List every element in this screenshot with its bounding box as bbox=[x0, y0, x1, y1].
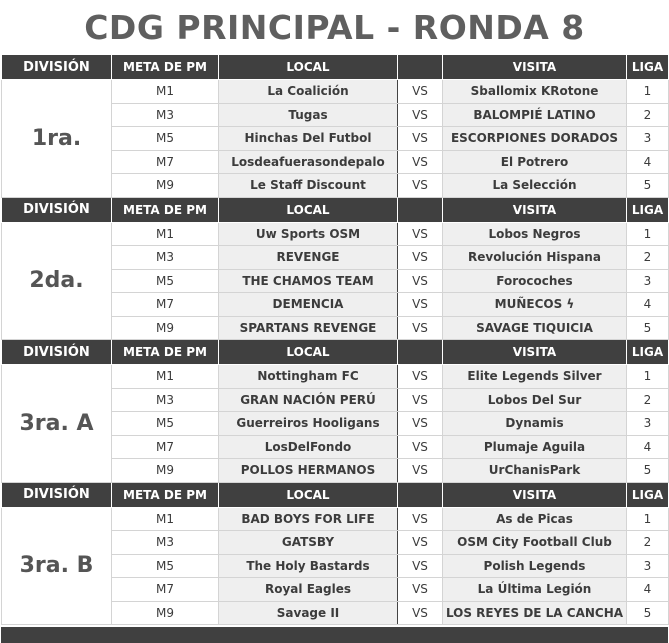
division-name: 3ra. B bbox=[2, 507, 112, 625]
league-number: 5 bbox=[627, 174, 669, 198]
match-row bbox=[2, 80, 669, 104]
visiting-team: Lobos Del Sur bbox=[443, 388, 627, 412]
match-meta: M1 bbox=[112, 507, 219, 531]
header-division: DIVISIÓN bbox=[2, 482, 112, 507]
header-liga: LIGA bbox=[627, 55, 669, 80]
vs-label: VS bbox=[398, 80, 443, 104]
header-visita: VISITA bbox=[443, 340, 627, 365]
header-liga: LIGA bbox=[627, 197, 669, 222]
league-number: 3 bbox=[627, 269, 669, 293]
match-row bbox=[2, 222, 669, 246]
header-liga: LIGA bbox=[627, 482, 669, 507]
local-team: Hinchas Del Futbol bbox=[219, 127, 398, 151]
match-meta: M1 bbox=[112, 365, 219, 389]
local-team: BAD BOYS FOR LIFE bbox=[219, 507, 398, 531]
vs-label: VS bbox=[398, 293, 443, 317]
visiting-team: Forocoches bbox=[443, 269, 627, 293]
vs-label: VS bbox=[398, 174, 443, 198]
header-local: LOCAL bbox=[219, 55, 398, 80]
vs-label: VS bbox=[398, 150, 443, 174]
header-row bbox=[2, 340, 669, 365]
division-name: 1ra. bbox=[2, 80, 112, 198]
visiting-team: Sballomix KRotone bbox=[443, 80, 627, 104]
match-meta: M5 bbox=[112, 269, 219, 293]
league-number: 3 bbox=[627, 412, 669, 436]
local-team: Tugas bbox=[219, 103, 398, 127]
local-team: LosDelFondo bbox=[219, 435, 398, 459]
match-meta: M7 bbox=[112, 435, 219, 459]
match-meta: M5 bbox=[112, 554, 219, 578]
local-team: Guerreiros Hooligans bbox=[219, 412, 398, 436]
vs-label: VS bbox=[398, 365, 443, 389]
league-number: 2 bbox=[627, 531, 669, 555]
visiting-team: OSM City Football Club bbox=[443, 531, 627, 555]
header-row bbox=[2, 197, 669, 222]
visiting-team: Lobos Negros bbox=[443, 222, 627, 246]
visiting-team: MUÑECOS ϟ bbox=[443, 293, 627, 317]
vs-label: VS bbox=[398, 246, 443, 270]
division-name: 2da. bbox=[2, 222, 112, 340]
league-number: 4 bbox=[627, 150, 669, 174]
header-division: DIVISIÓN bbox=[2, 197, 112, 222]
header-row bbox=[2, 55, 669, 80]
league-number: 3 bbox=[627, 127, 669, 151]
header-local: LOCAL bbox=[219, 482, 398, 507]
match-meta: M3 bbox=[112, 388, 219, 412]
visiting-team: Polish Legends bbox=[443, 554, 627, 578]
vs-label: VS bbox=[398, 435, 443, 459]
visiting-team: Revolución Hispana bbox=[443, 246, 627, 270]
local-team: GRAN NACIÓN PERÚ bbox=[219, 388, 398, 412]
local-team: La Coalición bbox=[219, 80, 398, 104]
vs-label: VS bbox=[398, 127, 443, 151]
vs-label: VS bbox=[398, 459, 443, 483]
vs-label: VS bbox=[398, 103, 443, 127]
visiting-team: As de Picas bbox=[443, 507, 627, 531]
header-meta: META DE PM bbox=[112, 55, 219, 80]
match-meta: M5 bbox=[112, 412, 219, 436]
match-meta: M9 bbox=[112, 601, 219, 625]
match-meta: M1 bbox=[112, 222, 219, 246]
vs-label: VS bbox=[398, 554, 443, 578]
league-number: 1 bbox=[627, 507, 669, 531]
header-local: LOCAL bbox=[219, 197, 398, 222]
match-meta: M7 bbox=[112, 150, 219, 174]
footer-bar bbox=[1, 627, 668, 643]
visiting-team: La Selección bbox=[443, 174, 627, 198]
match-meta: M1 bbox=[112, 80, 219, 104]
header-division: DIVISIÓN bbox=[2, 55, 112, 80]
local-team: POLLOS HERMANOS bbox=[219, 459, 398, 483]
visiting-team: LOS REYES DE LA CANCHA bbox=[443, 601, 627, 625]
match-row bbox=[2, 365, 669, 389]
local-team: REVENGE bbox=[219, 246, 398, 270]
header-visita: VISITA bbox=[443, 55, 627, 80]
local-team: Le Staff Discount bbox=[219, 174, 398, 198]
header-division: DIVISIÓN bbox=[2, 340, 112, 365]
league-number: 5 bbox=[627, 316, 669, 340]
league-number: 1 bbox=[627, 365, 669, 389]
league-number: 2 bbox=[627, 103, 669, 127]
league-number: 5 bbox=[627, 459, 669, 483]
visiting-team: La Última Legión bbox=[443, 578, 627, 602]
visiting-team: Dynamis bbox=[443, 412, 627, 436]
division-name: 3ra. A bbox=[2, 365, 112, 483]
vs-label: VS bbox=[398, 222, 443, 246]
visiting-team: BALOMPIÉ LATINO bbox=[443, 103, 627, 127]
match-meta: M5 bbox=[112, 127, 219, 151]
match-meta: M3 bbox=[112, 531, 219, 555]
match-meta: M9 bbox=[112, 174, 219, 198]
match-row bbox=[2, 507, 669, 531]
fixtures-table bbox=[1, 54, 669, 625]
league-number: 3 bbox=[627, 554, 669, 578]
header-vs bbox=[398, 197, 443, 222]
header-vs bbox=[398, 482, 443, 507]
header-visita: VISITA bbox=[443, 482, 627, 507]
visiting-team: ESCORPIONES DORADOS bbox=[443, 127, 627, 151]
header-meta: META DE PM bbox=[112, 197, 219, 222]
header-vs bbox=[398, 340, 443, 365]
vs-label: VS bbox=[398, 316, 443, 340]
local-team: Royal Eagles bbox=[219, 578, 398, 602]
local-team: Savage II bbox=[219, 601, 398, 625]
visiting-team: El Potrero bbox=[443, 150, 627, 174]
league-number: 4 bbox=[627, 435, 669, 459]
page-title: CDG PRINCIPAL - RONDA 8 bbox=[84, 7, 585, 47]
local-team: DEMENCIA bbox=[219, 293, 398, 317]
header-vs bbox=[398, 55, 443, 80]
match-meta: M7 bbox=[112, 293, 219, 317]
league-number: 4 bbox=[627, 578, 669, 602]
visiting-team: SAVAGE TIQUICIA bbox=[443, 316, 627, 340]
vs-label: VS bbox=[398, 412, 443, 436]
vs-label: VS bbox=[398, 578, 443, 602]
local-team: Uw Sports OSM bbox=[219, 222, 398, 246]
local-team: SPARTANS REVENGE bbox=[219, 316, 398, 340]
match-meta: M9 bbox=[112, 459, 219, 483]
vs-label: VS bbox=[398, 388, 443, 412]
league-number: 4 bbox=[627, 293, 669, 317]
header-visita: VISITA bbox=[443, 197, 627, 222]
header-meta: META DE PM bbox=[112, 340, 219, 365]
vs-label: VS bbox=[398, 531, 443, 555]
league-number: 2 bbox=[627, 246, 669, 270]
vs-label: VS bbox=[398, 507, 443, 531]
vs-label: VS bbox=[398, 269, 443, 293]
visiting-team: Plumaje Aguila bbox=[443, 435, 627, 459]
visiting-team: UrChanisPark bbox=[443, 459, 627, 483]
local-team: Nottingham FC bbox=[219, 365, 398, 389]
local-team: The Holy Bastards bbox=[219, 554, 398, 578]
match-meta: M3 bbox=[112, 103, 219, 127]
visiting-team: Elite Legends Silver bbox=[443, 365, 627, 389]
local-team: GATSBY bbox=[219, 531, 398, 555]
league-number: 2 bbox=[627, 388, 669, 412]
header-row bbox=[2, 482, 669, 507]
league-number: 1 bbox=[627, 222, 669, 246]
header-meta: META DE PM bbox=[112, 482, 219, 507]
match-meta: M7 bbox=[112, 578, 219, 602]
local-team: THE CHAMOS TEAM bbox=[219, 269, 398, 293]
league-number: 5 bbox=[627, 601, 669, 625]
header-liga: LIGA bbox=[627, 340, 669, 365]
local-team: Losdeafuerasondepalo bbox=[219, 150, 398, 174]
vs-label: VS bbox=[398, 601, 443, 625]
league-number: 1 bbox=[627, 80, 669, 104]
match-meta: M3 bbox=[112, 246, 219, 270]
header-local: LOCAL bbox=[219, 340, 398, 365]
match-meta: M9 bbox=[112, 316, 219, 340]
